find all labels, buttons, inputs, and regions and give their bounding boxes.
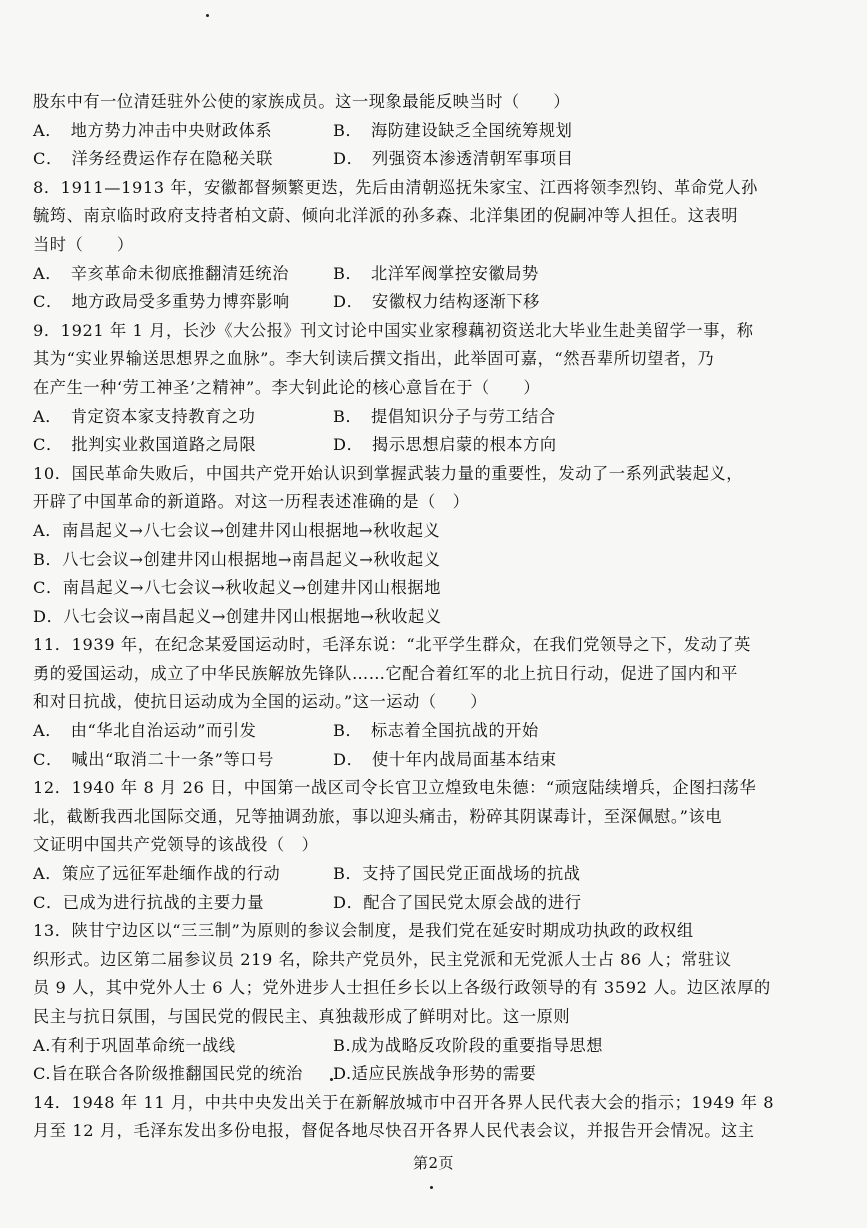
text-line: C．南昌起义→八七会议→秋收起义→创建井冈山根据地 xyxy=(33,578,442,598)
answer-option: B． 北洋军阀掌控安徽局势 xyxy=(333,263,539,283)
text-line: A．南昌起义→八七会议→创建井冈山根据地→秋收起义 xyxy=(33,520,441,540)
text-line: 员 9 人，其中党外人士 6 人；党外进步人士担任乡长以上各级行政领导的有 3592 人。边区浓厚的 xyxy=(33,978,771,998)
option-row xyxy=(33,403,838,432)
answer-option: A．策应了远征军赴缅作战的行动 xyxy=(33,864,281,884)
text-line: 和对日抗战，使抗日运动成为全国的运动。”这一运动（ ） xyxy=(33,692,488,712)
text-line: 北，截断我西北国际交通，兄等抽调劲旅，事以迎头痛击，粉碎其阴谋毒计，至深佩慰。”该电 xyxy=(33,806,723,826)
answer-option: C． 喊出“取消二十一条”等口号 xyxy=(33,749,274,769)
scan-speck xyxy=(206,14,209,17)
text-line: 9．1921 年 1 月，长沙《大公报》刊文讨论中国实业家穆藕初资送北大毕业生赴美留学一事，称 xyxy=(33,320,754,340)
answer-option: D．配合了国民党太原会战的进行 xyxy=(333,892,582,912)
option-row xyxy=(33,431,838,460)
text-line: 毓筠、南京临时政府支持者柏文蔚、倾向北洋派的孙多森、北洋集团的倪嗣冲等人担任。这表明 xyxy=(33,206,739,226)
answer-option: C.旨在联合各阶级推翻国民党的统治 xyxy=(33,1064,303,1084)
answer-option: A． 地方势力冲击中央财政体系 xyxy=(33,120,273,140)
answer-option: B． 标志着全国抗战的开始 xyxy=(333,721,539,741)
option-row xyxy=(33,860,838,889)
text-line: B．八七会议→创建井冈山根据地→南昌起义→秋收起义 xyxy=(33,549,441,569)
text-line: 开辟了中国革命的新道路。对这一历程表述准确的是（ ） xyxy=(33,492,470,512)
text-line: 当时（ ） xyxy=(33,234,134,254)
text-line: 民主与抗日氛围，与国民党的假民主、真独裁形成了鲜明对比。这一原则 xyxy=(33,1007,571,1026)
question-content xyxy=(33,88,838,1146)
text-line: 11．1939 年，在纪念某爱国运动时，毛泽东说：“北平学生群众，在我们党领导之下，发动了英 xyxy=(33,635,751,655)
answer-option: A． 由“华北自治运动”而引发 xyxy=(33,721,257,741)
answer-option: D． 列强资本渗透清朝军事项目 xyxy=(333,149,574,169)
text-line: 在产生一种‘劳工神圣’之精神”。李大钊此论的核心意旨在于（ ） xyxy=(33,377,541,397)
answer-option: D． 安徽权力结构逐渐下移 xyxy=(333,292,540,312)
option-row xyxy=(33,288,838,317)
text-line: 13．陕甘宁边区以“三三制”为原则的参议会制度，是我们党在延安时期成功执政的政权组 xyxy=(33,921,694,941)
answer-option: B．支持了国民党正面战场的抗战 xyxy=(333,864,581,884)
option-row xyxy=(33,117,838,146)
text-line: 其为“实业界输送思想界之血脉”。李大钊读后撰文指出，此举固可嘉，“然吾辈所切望者，乃 xyxy=(33,349,715,369)
text-line: 8．1911—1913 年，安徽都督频繁更迭，先后由清朝巡抚朱家宝、江西将领李烈钧、革命党人孙 xyxy=(33,177,758,197)
answer-option: A． 肯定资本家支持教育之功 xyxy=(33,406,256,426)
text-line: 10．国民革命失败后，中国共产党开始认识到掌握武装力量的重要性，发动了一系列武装起义， xyxy=(33,463,744,483)
answer-option: A.有利于巩固革命统一战线 xyxy=(33,1035,236,1055)
text-line: 月至 12 月，毛泽东发出多份电报，督促各地尽快召开各界人民代表会议，并报告开会情况。这主 xyxy=(33,1121,755,1141)
text-line: 股东中有一位清廷驻外公使的家族成员。这一现象最能反映当时（ ） xyxy=(33,92,571,111)
answer-option: B． 提倡知识分子与劳工结合 xyxy=(333,406,556,426)
text-line: 勇的爱国运动，成立了中华民族解放先锋队……它配合着红军的北上抗日行动，促进了国内和平 xyxy=(33,663,739,683)
answer-option: A． 辛亥革命未彻底推翻清廷统治 xyxy=(33,263,290,283)
answer-option: D． 使十年内战局面基本结束 xyxy=(333,749,557,769)
answer-option: D． 揭示思想启蒙的根本方向 xyxy=(333,435,557,455)
answer-option: B.成为战略反攻阶段的重要指导思想 xyxy=(333,1035,604,1055)
option-row xyxy=(33,1060,838,1089)
answer-option: C． 地方政局受多重势力博弈影响 xyxy=(33,292,290,312)
option-row xyxy=(33,889,838,918)
answer-option: C．已成为进行抗战的主要力量 xyxy=(33,892,265,912)
text-line: 12．1940 年 8 月 26 日，中国第一战区司令长官卫立煌致电朱德：“顽寇陆续增兵，企图扫荡华 xyxy=(33,778,757,798)
option-row xyxy=(33,746,838,775)
option-row xyxy=(33,717,838,746)
page-number: 第2页 xyxy=(412,1154,455,1172)
text-line: D．八七会议→南昌起义→创建井冈山根据地→秋收起义 xyxy=(33,606,442,626)
text-line: 文证明中国共产党领导的该战役（ ） xyxy=(33,835,319,855)
text-line: 14．1948 年 11 月，中共中央发出关于在新解放城市中召开各界人民代表大会的指示；1949 年 8 xyxy=(33,1092,775,1112)
option-row xyxy=(33,260,838,289)
option-row xyxy=(33,145,838,174)
answer-option: D.适应民族战争形势的需要 xyxy=(333,1064,537,1084)
scan-speck xyxy=(430,1186,433,1189)
answer-option: C． 洋务经费运作存在隐秘关联 xyxy=(33,149,273,169)
option-row xyxy=(33,1032,838,1061)
answer-option: C． 批判实业救国道路之局限 xyxy=(33,435,257,455)
text-line: 织形式。边区第二届参议员 219 名，除共产党员外，民主党派和无党派人士占 86 人；常驻议 xyxy=(33,949,732,969)
answer-option: B． 海防建设缺乏全国统筹规划 xyxy=(333,120,573,140)
